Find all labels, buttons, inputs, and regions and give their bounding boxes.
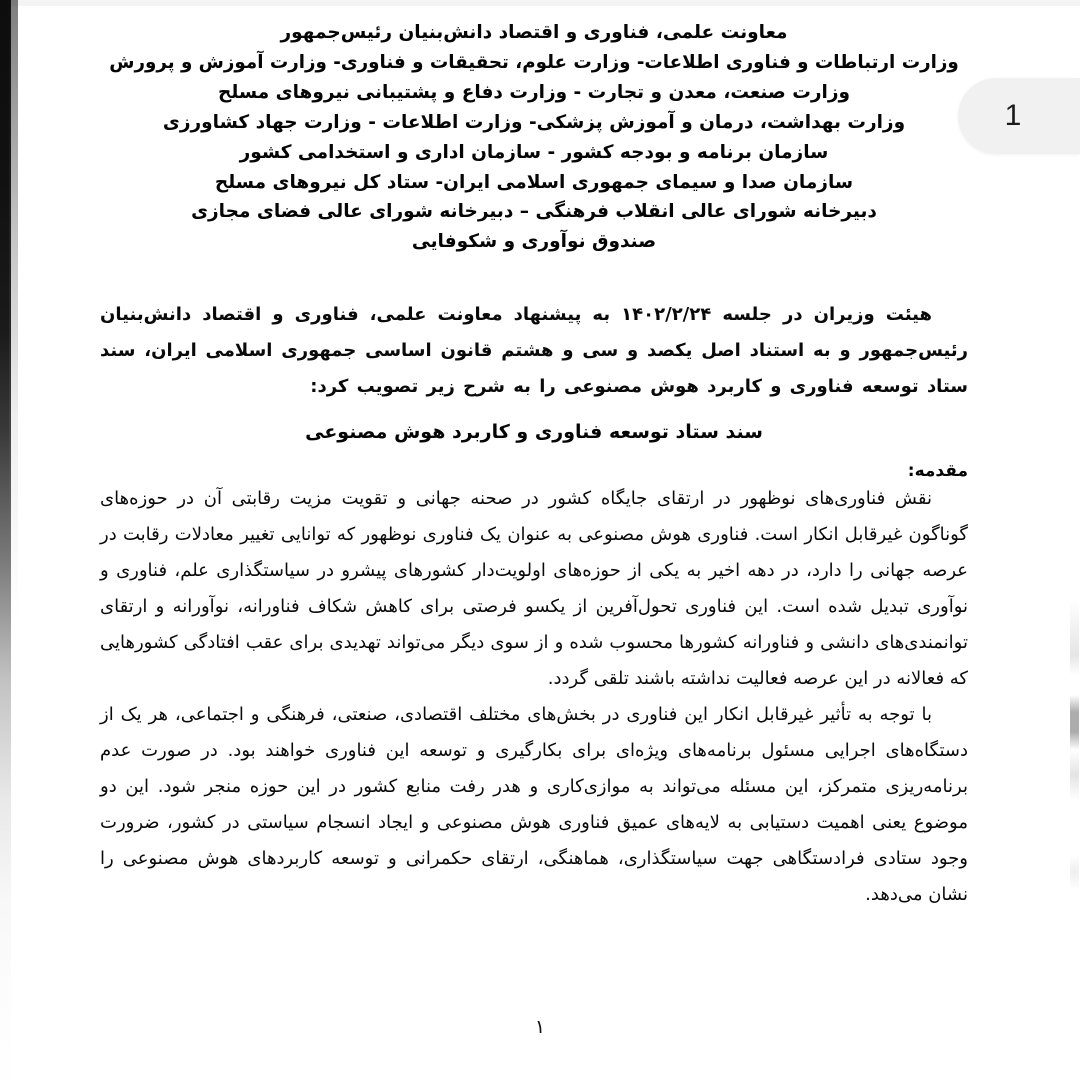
document-title: سند ستاد توسعه فناوری و کاربرد هوش مصنوعی — [305, 421, 763, 444]
title-section-gap — [100, 443, 968, 461]
page-number-footer: ۱ — [534, 1016, 546, 1038]
header-body-gap — [100, 257, 968, 297]
header-line-7: دبیرخانه شورای عالی انقلاب فرهنگی – دبیرخانه شورای عالی فضای مجازی — [191, 201, 877, 223]
body-paragraph-1: نقش فناوری‌های نوظهور در ارتقای جایگاه کشور در صحنه جهانی و تقویت مزیت رقابتی آن در حوزه‌های گوناگون غیرقابل انکار است. فناوری هوش مصنوعی به عنوان یک فناوری نوظهور که توانایی تغییر معادلات رقابت در عرصه جهانی را دارد، در دهه اخیر به یکی از حوزه‌های اولویت‌دار کشورهای پیشرو در سیاستگذاری علم، فناوری و نوآوری تبدیل شده است. این فناوری تحول‌آفرین از یکسو فرصتی برای کاهش شکاف فناورانه، نوآورانه و ارتقای توانمندی‌های دانشی و فناورانه کشورها محسوب شده و از سوی دیگر می‌تواند تهدیدی برای عقب افتادگی کشورهایی که فعالانه در این عرصه فعالیت نداشته باشند تلقی گردد. — [100, 488, 968, 690]
body-paragraph-2: با توجه به تأثیر غیرقابل انکار این فناوری در بخش‌های مختلف اقتصادی، صنعتی، فرهنگی و اجتماعی، هر یک از دستگاه‌های اجرایی مسئول برنامه‌های ویژه‌ای برای بکارگیری و توسعه این فناوری خواهند بود. در صورت عدم برنامه‌ریزی متمرکز، این مسئله می‌تواند به موازی‌کاری و هدر رفت منابع کشور در این حوزه منجر شود. این دو موضوع یعنی اهمیت دستیابی به لایه‌های عمیق فناوری هوش مصنوعی و ایجاد انسجام سیاستی در کشور، ضرورت وجود ستادی فرادستگاهی جهت سیاستگذاری، هماهنگی، ارتقای حکمرانی و توسعه کاربردهای هوش مصنوعی را نشان می‌دهد. — [100, 704, 968, 906]
preamble-title-gap — [100, 405, 968, 415]
header-line-3: وزارت صنعت، معدن و تجارت - وزارت دفاع و پشتیبانی نیروهای مسلح — [218, 81, 850, 103]
header-line-8: صندوق نوآوری و شکوفایی — [411, 231, 657, 253]
header-line-1: معاونت علمی، فناوری و اقتصاد دانش‌بنیان رئیس‌جمهور — [280, 22, 788, 43]
header-line-2: وزارت ارتباطات و فناوری اطلاعات- وزارت علوم، تحقیقات و فناوری- وزارت آموزش و پرورش — [109, 51, 959, 73]
header-line-5: سازمان برنامه و بودجه کشور - سازمان اداری و استخدامی کشور — [239, 141, 829, 163]
document-header — [100, 18, 968, 257]
header-line-4: وزارت بهداشت، درمان و آموزش پزشکی- وزارت اطلاعات - وزارت جهاد کشاورزی — [162, 111, 906, 133]
section-heading-introduction: مقدمه: — [907, 461, 968, 482]
page-indicator-number: 1 — [1004, 99, 1022, 132]
preamble-paragraph: هیئت وزیران در جلسه ۱۴۰۲/۲/۲۴ به پیشنهاد معاونت علمی، فناوری و اقتصاد دانش‌بنیان رئیس‌جمهور و به استناد اصل یکصد و سی و هشتم قانون اساسی جمهوری اسلامی ایران، سند ستاد توسعه فناوری و کاربرد هوش مصنوعی را به شرح زیر تصویب کرد: — [100, 304, 968, 398]
header-line-6: سازمان صدا و سیمای جمهوری اسلامی ایران- ستاد کل نیروهای مسلح — [214, 171, 854, 193]
